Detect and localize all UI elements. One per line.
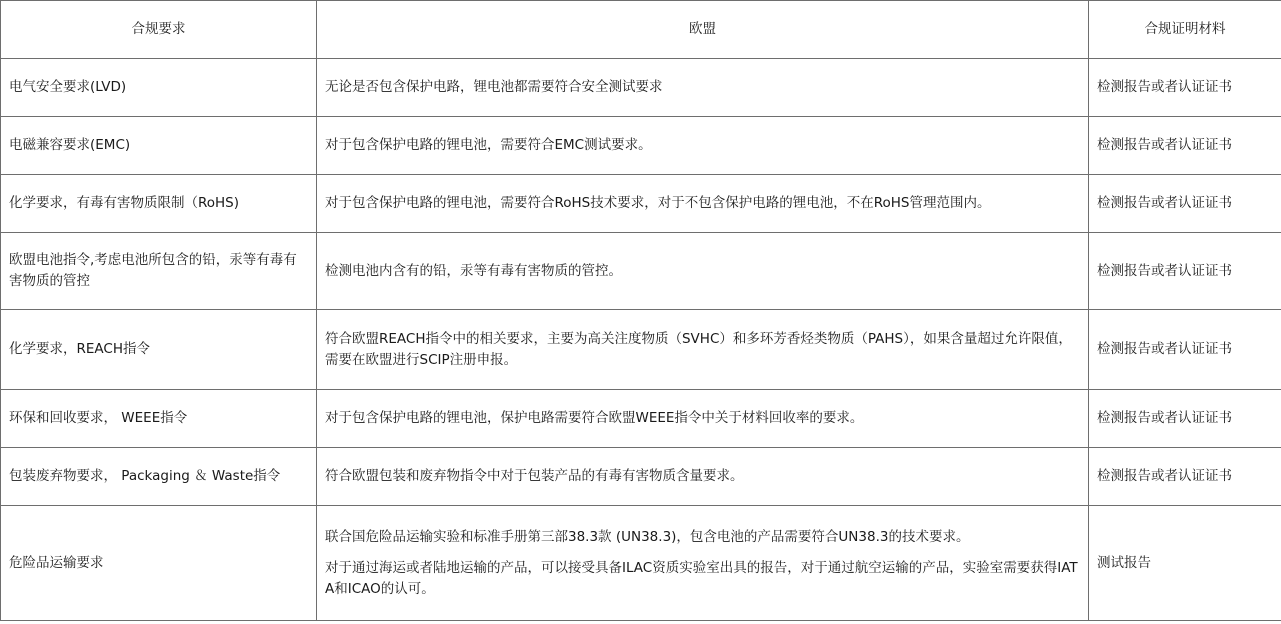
eu-cell bbox=[317, 506, 1089, 621]
eu-text: 联合国危险品运输实验和标准手册第三部38.3款 (UN38.3)，包含电池的产品需要符合UN38.3的技术要求。 bbox=[325, 528, 970, 545]
eu-cell bbox=[317, 310, 1089, 390]
table-row bbox=[1, 310, 1281, 390]
header-row bbox=[1, 1, 1281, 59]
material-cell: 检测报告或者认证证书 bbox=[1089, 117, 1281, 175]
eu-text: 对于包含保护电路的锂电池，需要符合EMC测试要求。 bbox=[325, 137, 652, 153]
material-cell: 检测报告或者认证证书 bbox=[1089, 310, 1281, 390]
eu-text: 检测电池内含有的铅，汞等有毒有害物质的管控。 bbox=[325, 262, 622, 279]
requirement-cell: 化学要求，有毒有害物质限制（RoHS) bbox=[1, 175, 317, 233]
material-cell: 检测报告或者认证证书 bbox=[1089, 390, 1281, 448]
material-cell: 检测报告或者认证证书 bbox=[1089, 233, 1281, 310]
eu-cell bbox=[317, 117, 1089, 175]
eu-text: 符合欧盟包装和废弃物指令中对于包装产品的有毒有害物质含量要求。 bbox=[325, 468, 744, 484]
eu-text: 对于包含保护电路的锂电池，需要符合RoHS技术要求，对于不包含保护电路的锂电池，不在RoHS管理范围内。 bbox=[325, 195, 991, 211]
table-row bbox=[1, 390, 1281, 448]
requirement-cell: 化学要求，REACH指令 bbox=[1, 310, 317, 390]
table-row bbox=[1, 59, 1281, 117]
requirement-cell: 电气安全要求(LVD) bbox=[1, 59, 317, 117]
material-cell: 测试报告 bbox=[1089, 506, 1281, 621]
table-row bbox=[1, 506, 1281, 621]
material-cell: 检测报告或者认证证书 bbox=[1089, 448, 1281, 506]
table-row bbox=[1, 175, 1281, 233]
eu-text: 无论是否包含保护电路，锂电池都需要符合安全测试要求 bbox=[325, 79, 663, 95]
header-eu: 欧盟 bbox=[317, 1, 1089, 59]
eu-text: 对于包含保护电路的锂电池，保护电路需要符合欧盟WEEE指令中关于材料回收率的要求。 bbox=[325, 410, 864, 426]
requirement-cell: 欧盟电池指令,考虑电池所包含的铅，汞等有毒有害物质的管控 bbox=[1, 233, 317, 310]
eu-cell bbox=[317, 59, 1089, 117]
table-row bbox=[1, 117, 1281, 175]
table-row bbox=[1, 233, 1281, 310]
eu-cell bbox=[317, 448, 1089, 506]
requirement-cell: 环保和回收要求， WEEE指令 bbox=[1, 390, 317, 448]
eu-text: 对于通过海运或者陆地运输的产品，可以接受具备ILAC资质实验室出具的报告，对于通过航空运输的产品，实验室需要获得IATA和ICAO的认可。 bbox=[325, 559, 1078, 597]
eu-cell bbox=[317, 233, 1089, 310]
eu-cell bbox=[317, 390, 1089, 448]
header-requirement: 合规要求 bbox=[1, 1, 317, 59]
requirement-cell: 电磁兼容要求(EMC) bbox=[1, 117, 317, 175]
eu-text: 符合欧盟REACH指令中的相关要求，主要为高关注度物质（SVHC）和多环芳香烃类物质（PAHS），如果含量超过允许限值，需要在欧盟进行SCIP注册申报。 bbox=[325, 330, 1072, 368]
requirement-cell: 包装废弃物要求， Packaging ＆ Waste指令 bbox=[1, 448, 317, 506]
table-row bbox=[1, 448, 1281, 506]
eu-cell bbox=[317, 175, 1089, 233]
material-cell: 检测报告或者认证证书 bbox=[1089, 175, 1281, 233]
material-cell: 检测报告或者认证证书 bbox=[1089, 59, 1281, 117]
header-proof-material: 合规证明材料 bbox=[1089, 1, 1281, 59]
requirement-cell: 危险品运输要求 bbox=[1, 506, 317, 621]
